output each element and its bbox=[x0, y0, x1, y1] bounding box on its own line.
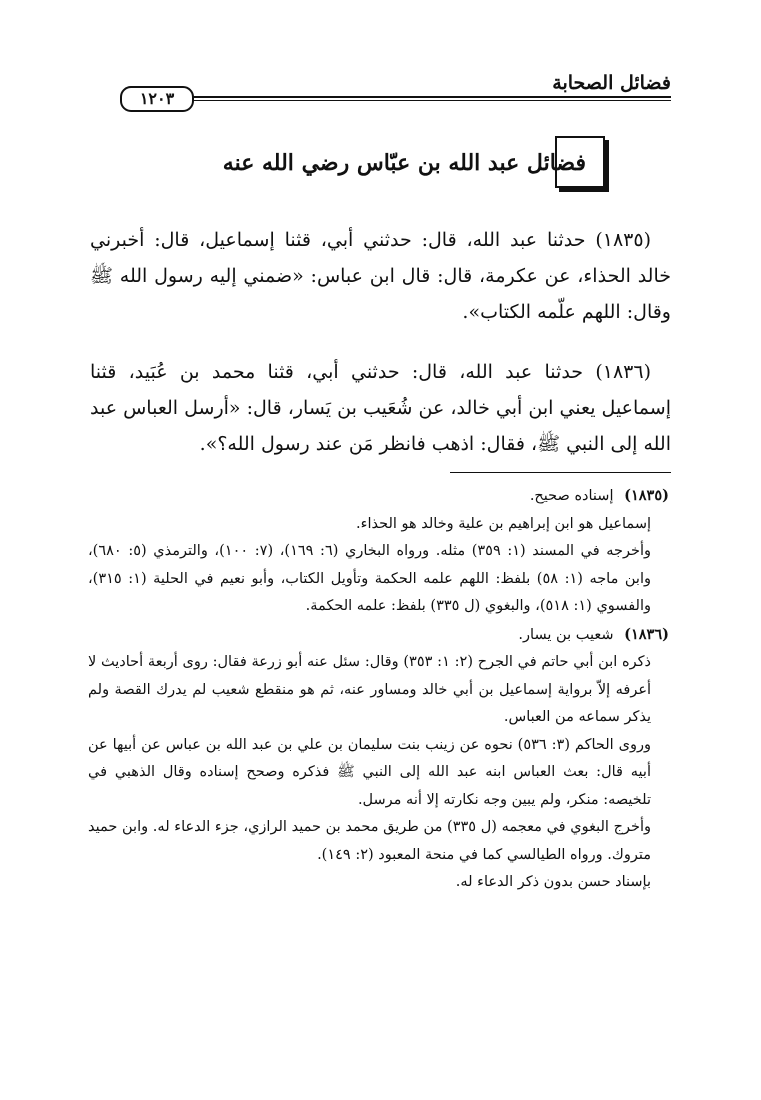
footnote-line: ذكره ابن أبي حاتم في الجرح (٢: ١: ٣٥٣) وقال: سئل عنه أبو زرعة فقال: روى أربعة أحاديث لا أعرفه إلاّ برواية إسماعيل بن أبي خالد ومساور عنه، ثم هو منقطع شعيب لم يدرك القصة ولم يذكر سماعه من العباس. bbox=[88, 654, 651, 725]
footnotes bbox=[88, 482, 669, 897]
footnote-line: بإسناد حسن بدون ذكر الدعاء له. bbox=[455, 874, 651, 890]
footnote-head-text: شعيب بن يسار. bbox=[518, 626, 614, 643]
footnote-number: (١٨٣٦) bbox=[624, 625, 669, 643]
footnote-line: وروى الحاكم (٣: ٥٣٦) نحوه عن زينب بنت سليمان بن علي بن عبد الله بن عباس عن أبيها عن أبيه قال: بعث العباس ابنه عبد الله إلى النبي ﷺ فذكره وصحح إسناده وقال الذهبي في تلخيصه: منكر، ولم يبين وجه نكارته إلا أنه مرسل. bbox=[88, 736, 651, 808]
header-rule bbox=[180, 96, 671, 98]
footnote bbox=[88, 621, 669, 897]
footnote-head bbox=[88, 482, 669, 511]
section-heading: فضائل عبد الله بن عبّاس رضي الله عنه bbox=[222, 150, 586, 176]
footnote-head-text: إسناده صحيح. bbox=[529, 488, 614, 504]
header-rule-thin bbox=[180, 100, 671, 101]
footnote-head bbox=[88, 621, 669, 650]
footnote-line: وأخرج البغوي في معجمه (ل ٣٣٥) من طريق محمد بن حميد الرازي، جزء الدعاء له. وابن حميد متروك. ورواه الطيالسي كما في منحة المعبود (٢: ١٤٩). bbox=[88, 819, 651, 863]
footnote-number: (١٨٣٥) bbox=[624, 487, 669, 504]
page-number: ١٢٠٣ bbox=[120, 86, 194, 112]
hadith-paragraph: (١٨٣٦) حدثنا عبد الله، قال: حدثني أبي، قثنا محمد بن عُبَيد، قثنا إسماعيل يعني ابن أبي خالد، عن شُعَيب بن يَسار، قال: «أرسل العباس عبد الله إلى النبي ﷺ، فقال: اذهب فانظر مَن عند رسول الله؟». bbox=[90, 361, 671, 455]
running-title: فضائل الصحابة bbox=[552, 72, 671, 94]
footnote-line: وأخرجه في المسند (١: ٣٥٩) مثله. ورواه البخاري (٦: ١٦٩)، (٧: ١٠٠)، والترمذي (٥: ٦٨٠)، وابن ماجه (١: ٥٨) بلفظ: اللهم علمه الحكمة وتأويل الكتاب، وأبو نعيم في الحلية (١: ٣١٥)، والفسوي (١: ٥١٨)، والبغوي (ل ٣٣٥) بلفظ: علمه الحكمة. bbox=[88, 543, 652, 614]
main-text bbox=[90, 222, 671, 486]
footnote bbox=[88, 482, 669, 621]
footnote-line: إسماعيل هو ابن إبراهيم بن علية وخالد هو الحذاء. bbox=[356, 515, 651, 532]
hadith-paragraph: (١٨٣٥) حدثنا عبد الله، قال: حدثني أبي، قثنا إسماعيل، قال: أخبرني خالد الحذاء، عن عكرمة، قال: قال ابن عباس: «ضمني إليه رسول الله ﷺ وقال: اللهم علّمه الكتاب». bbox=[90, 229, 671, 323]
footnote-separator bbox=[450, 472, 671, 473]
